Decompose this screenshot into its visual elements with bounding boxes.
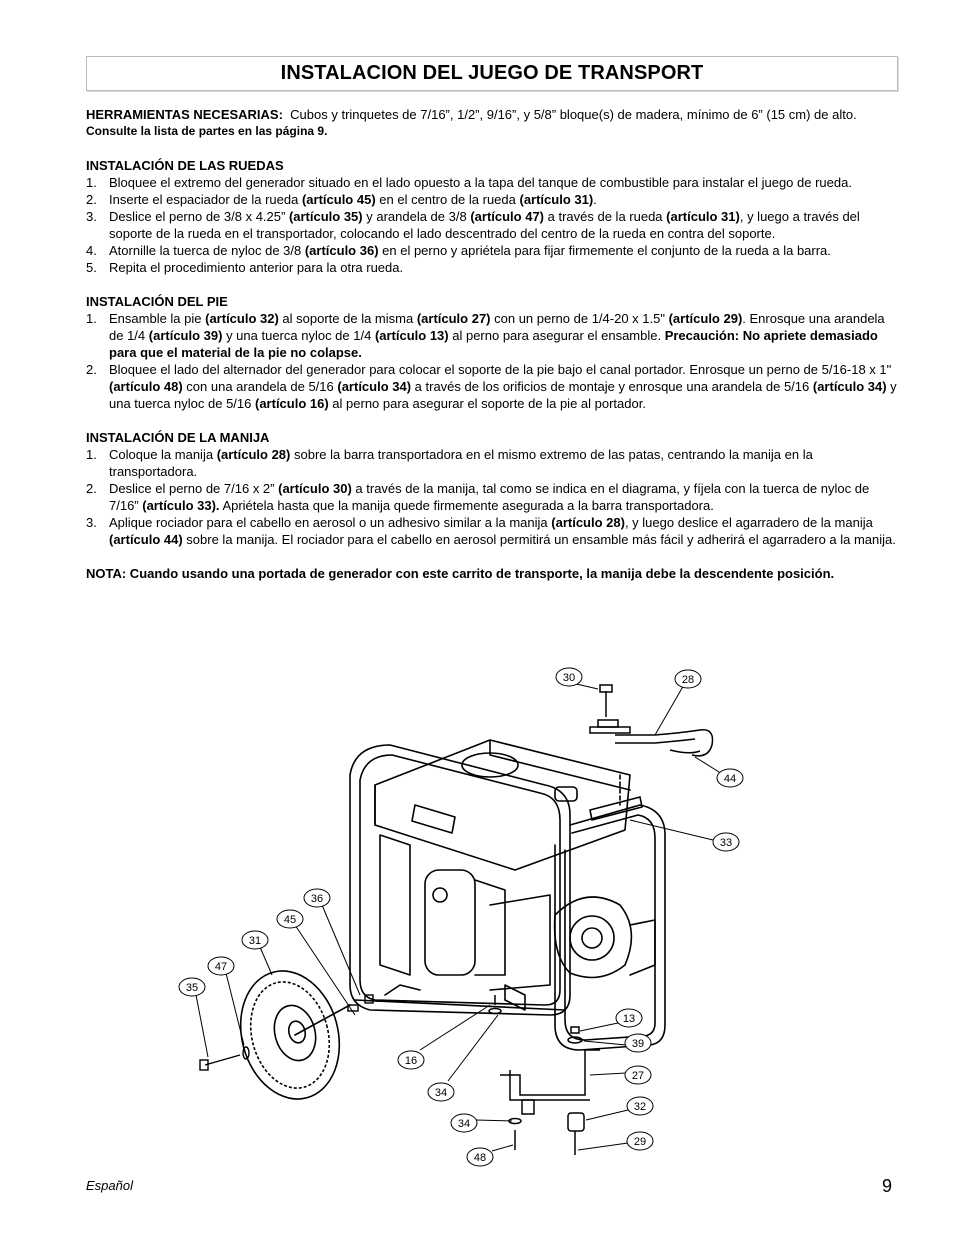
callout-label: 16 [404, 1055, 418, 1067]
steps-leg [86, 310, 898, 412]
step-text: al perno para asegurar el soporte de la pie al portador. [328, 396, 646, 411]
note: NOTA: Cuando usando una portada de generador con este carrito de transporte, la manija debe la descendente posición. [86, 566, 835, 581]
step-text: Bloquee el extremo del generador situado en el lado opuesto a la tapa del tanque de combustible para instalar el juego de rueda. [109, 175, 852, 190]
callout-label: 30 [562, 672, 576, 684]
step-text: al soporte de la misma [278, 311, 417, 326]
step-text: y arandela de 3/8 [362, 209, 471, 224]
step-text: Ensamble la pie [109, 311, 206, 326]
step-text: . [593, 192, 597, 207]
step-text: Deslice el perno de 7/16 x 2” [109, 481, 279, 496]
step-text: Inserte el espaciador de la rueda [109, 192, 302, 207]
step-reference: (artículo 28) [216, 447, 291, 462]
step-reference: (artículo 32) [205, 311, 279, 326]
title-box [86, 56, 898, 91]
step-text: al perno para asegurar el ensamble. [448, 328, 665, 343]
step-reference: (artículo 13) [374, 328, 449, 343]
section-heading-wheels: INSTALACIÓN DE LAS RUEDAS [86, 158, 284, 173]
step-number: 2. [86, 481, 97, 496]
step-reference: (artículo 34) [337, 379, 412, 394]
steps-wheels [86, 174, 898, 276]
step-text: Deslice el perno de 3/8 x 4.25” [109, 209, 289, 224]
section-heading-handle: INSTALACIÓN DE LA MANIJA [86, 430, 270, 445]
step-reference: (artículo 29) [668, 311, 743, 326]
step-number: 2. [86, 192, 97, 207]
step-text: en el centro de la rueda [375, 192, 520, 207]
step-text: , y luego deslice el agarradero de la manija [624, 515, 873, 530]
callout-label: 31 [248, 935, 262, 947]
callout-label: 33 [719, 837, 733, 849]
tools-text: Cubos y trinquetes de 7/16”, 1/2”, 9/16”, y 5/8” bloque(s) de madera, mínimo de 6” (15 cm) de alto. [290, 107, 857, 122]
step-item [86, 446, 898, 480]
step-text: y una tuerca nyloc de 1/4 [222, 328, 375, 343]
callout-label: 29 [633, 1136, 647, 1148]
step-number: 3. [86, 515, 97, 530]
content [86, 106, 898, 582]
callout-label: 47 [214, 961, 228, 973]
callout-label: 27 [631, 1070, 645, 1082]
step-text: sobre la manija. El rociador para el cabello en aerosol permitirá un ensamble más fácil y adherirá el agarradero a la manija. [182, 532, 896, 547]
step-text: en el perno y apriétela para fijar firmemente el conjunto de la rueda a la barra. [378, 243, 831, 258]
step-reference: (artículo 34) [812, 379, 887, 394]
step-item [86, 361, 898, 412]
step-reference: (artículo 45) [301, 192, 376, 207]
step-reference: (artículo 30) [278, 481, 352, 496]
step-reference: (artículo 16) [255, 396, 329, 411]
step-item [86, 310, 898, 361]
step-item [86, 174, 898, 191]
step-text: a través de la rueda [544, 209, 667, 224]
step-number: 1. [86, 447, 97, 462]
step-text: Apriétela hasta que la manija quede firmemente asegurada a la barra transportadora. [219, 498, 714, 513]
step-text: a través de los orificios de montaje y enrosque una arandela de 5/16 [411, 379, 813, 394]
transport-kit-diagram [160, 655, 760, 1170]
step-number: 1. [86, 175, 97, 190]
step-reference: (artículo 31) [666, 209, 740, 224]
callout-label: 44 [723, 773, 737, 785]
callout-label: 35 [185, 982, 199, 994]
callout-label: 45 [283, 914, 297, 926]
tools-label: HERRAMIENTAS NECESARIAS: [86, 107, 283, 122]
step-text: Repita el procedimiento anterior para la otra rueda. [109, 260, 404, 275]
step-text: Bloquee el lado del alternador del generador para colocar el soporte de la pie bajo el canal portador. Enrosque un perno de 5/16-18 x 1" [109, 362, 892, 377]
step-reference: (artículo 31) [519, 192, 594, 207]
step-number: 4. [86, 243, 97, 258]
step-reference: (artículo 44) [109, 532, 183, 547]
step-number: 2. [86, 362, 97, 377]
step-text: sobre la barra transportadora en el mismo extremo de las patas, centrando la manija en la transportadora. [109, 447, 813, 479]
step-reference: (artículo 47) [470, 209, 545, 224]
step-item [86, 191, 898, 208]
step-reference: Precaución: No apriete demasiado para que el material de la pie no colapse. [109, 328, 878, 360]
step-reference: (artículo 27) [416, 311, 491, 326]
step-number: 5. [86, 260, 97, 275]
callout-label: 32 [633, 1101, 647, 1113]
step-item [86, 242, 898, 259]
callout-label: 34 [457, 1118, 471, 1130]
section-heading-leg: INSTALACIÓN DEL PIE [86, 294, 228, 309]
step-text: Atornille la tuerca de nyloc de 3/8 [109, 243, 305, 258]
callout-label: 48 [473, 1152, 487, 1164]
callout-label: 39 [631, 1038, 645, 1050]
callout-label: 28 [681, 674, 695, 686]
step-text: y una tuerca nyloc de 5/16 [109, 379, 897, 411]
parts-reference: Consulte la lista de partes en las página 9. [86, 124, 328, 138]
step-text: Aplique rociador para el cabello en aerosol o un adhesivo similar a la manija [109, 515, 552, 530]
step-reference: (artículo 33). [142, 498, 220, 513]
callout-label: 36 [310, 893, 324, 905]
page-number: 9 [882, 1176, 893, 1196]
step-reference: (artículo 36) [304, 243, 379, 258]
step-text: Coloque la manija [109, 447, 217, 462]
page-title: INSTALACION DEL JUEGO DE TRANSPORT [280, 62, 704, 84]
step-number: 1. [86, 311, 97, 326]
step-item [86, 480, 898, 514]
step-reference: (artículo 35) [288, 209, 363, 224]
step-item [86, 208, 898, 242]
footer-language: Español [86, 1178, 133, 1193]
step-text: . Enrosque una arandela de 1/4 [109, 311, 885, 343]
callout-label: 34 [434, 1087, 448, 1099]
callout-label: 13 [622, 1013, 636, 1025]
step-number: 3. [86, 209, 97, 224]
step-reference: (artículo 28) [551, 515, 625, 530]
step-text: , y luego a través del soporte de la rueda en el transportador, colocando el lado descentrado del centro de la rueda en contra del soporte. [109, 209, 860, 241]
step-text: a través de la manija, tal como se indica en el diagrama, y fíjela con la tuerca de nyloc de 7/16” [109, 481, 870, 513]
tools-paragraph [86, 106, 898, 123]
step-reference: (artículo 39) [148, 328, 223, 343]
step-item [86, 259, 898, 276]
step-item [86, 514, 898, 548]
step-text: con una arandela de 5/16 [182, 379, 338, 394]
step-reference: (artículo 48) [109, 379, 183, 394]
step-text: con un perno de 1/4-20 x 1.5" [490, 311, 669, 326]
steps-handle [86, 446, 898, 548]
